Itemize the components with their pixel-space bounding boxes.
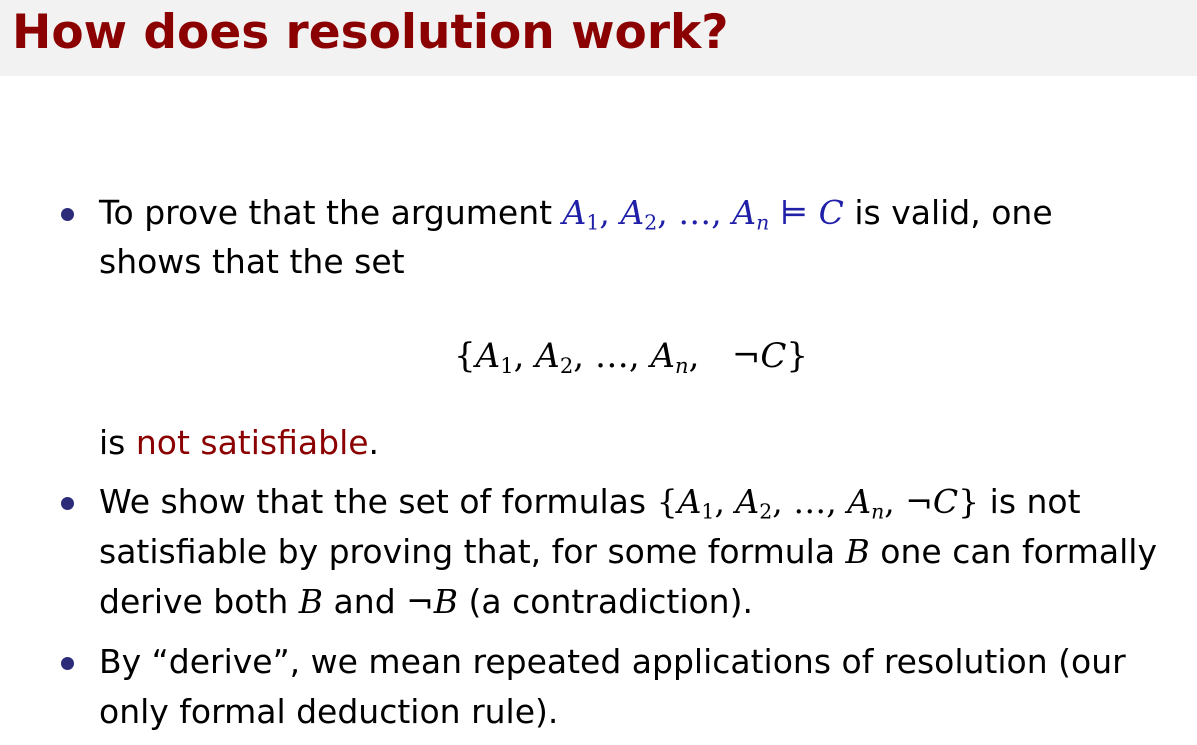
bullet-3-line-2: only formal deduction rule). bbox=[99, 692, 559, 731]
bullet-1-line-2: shows that the set bbox=[99, 242, 405, 281]
bullet-1-line-3: is not satisfiable. bbox=[99, 423, 380, 462]
bullet-2-line-2: satisfiable by proving that, for some formula B one can formally bbox=[99, 532, 1157, 571]
bullet-1-text-post: is valid, one bbox=[843, 193, 1053, 232]
not-satisfiable-alert: not satisfiable bbox=[135, 423, 369, 462]
bullet-2-line-1: We show that the set of formulas {$A_1$, $A_2$, …, $A_n$, ¬C} is not bbox=[99, 482, 1081, 524]
bullet-3-line-1: By “derive”, we mean repeated applications of resolution (our bbox=[99, 642, 1126, 681]
bullet-1-text-pre: To prove that the argument bbox=[99, 193, 563, 232]
display-set-formula: {$A_1$, $A_2$, …, $A_n$, ¬C} bbox=[454, 336, 809, 378]
argument-formula: $A_1$, $A_2$, …, $A_n$ ⊨ C bbox=[562, 193, 844, 235]
bullet-2-marker bbox=[61, 497, 74, 510]
title-bar bbox=[0, 0, 1197, 76]
bullet-3-marker bbox=[61, 657, 74, 670]
bullet-1-marker bbox=[61, 208, 74, 221]
bullet-2-line-3: derive both B and ¬B (a contradiction). bbox=[99, 582, 753, 621]
bullet-1-line-1 bbox=[99, 193, 1053, 243]
slide-title: How does resolution work? bbox=[12, 5, 729, 60]
formula-set-inline: {$A_1$, $A_2$, …, $A_n$, ¬C} bbox=[656, 482, 980, 524]
